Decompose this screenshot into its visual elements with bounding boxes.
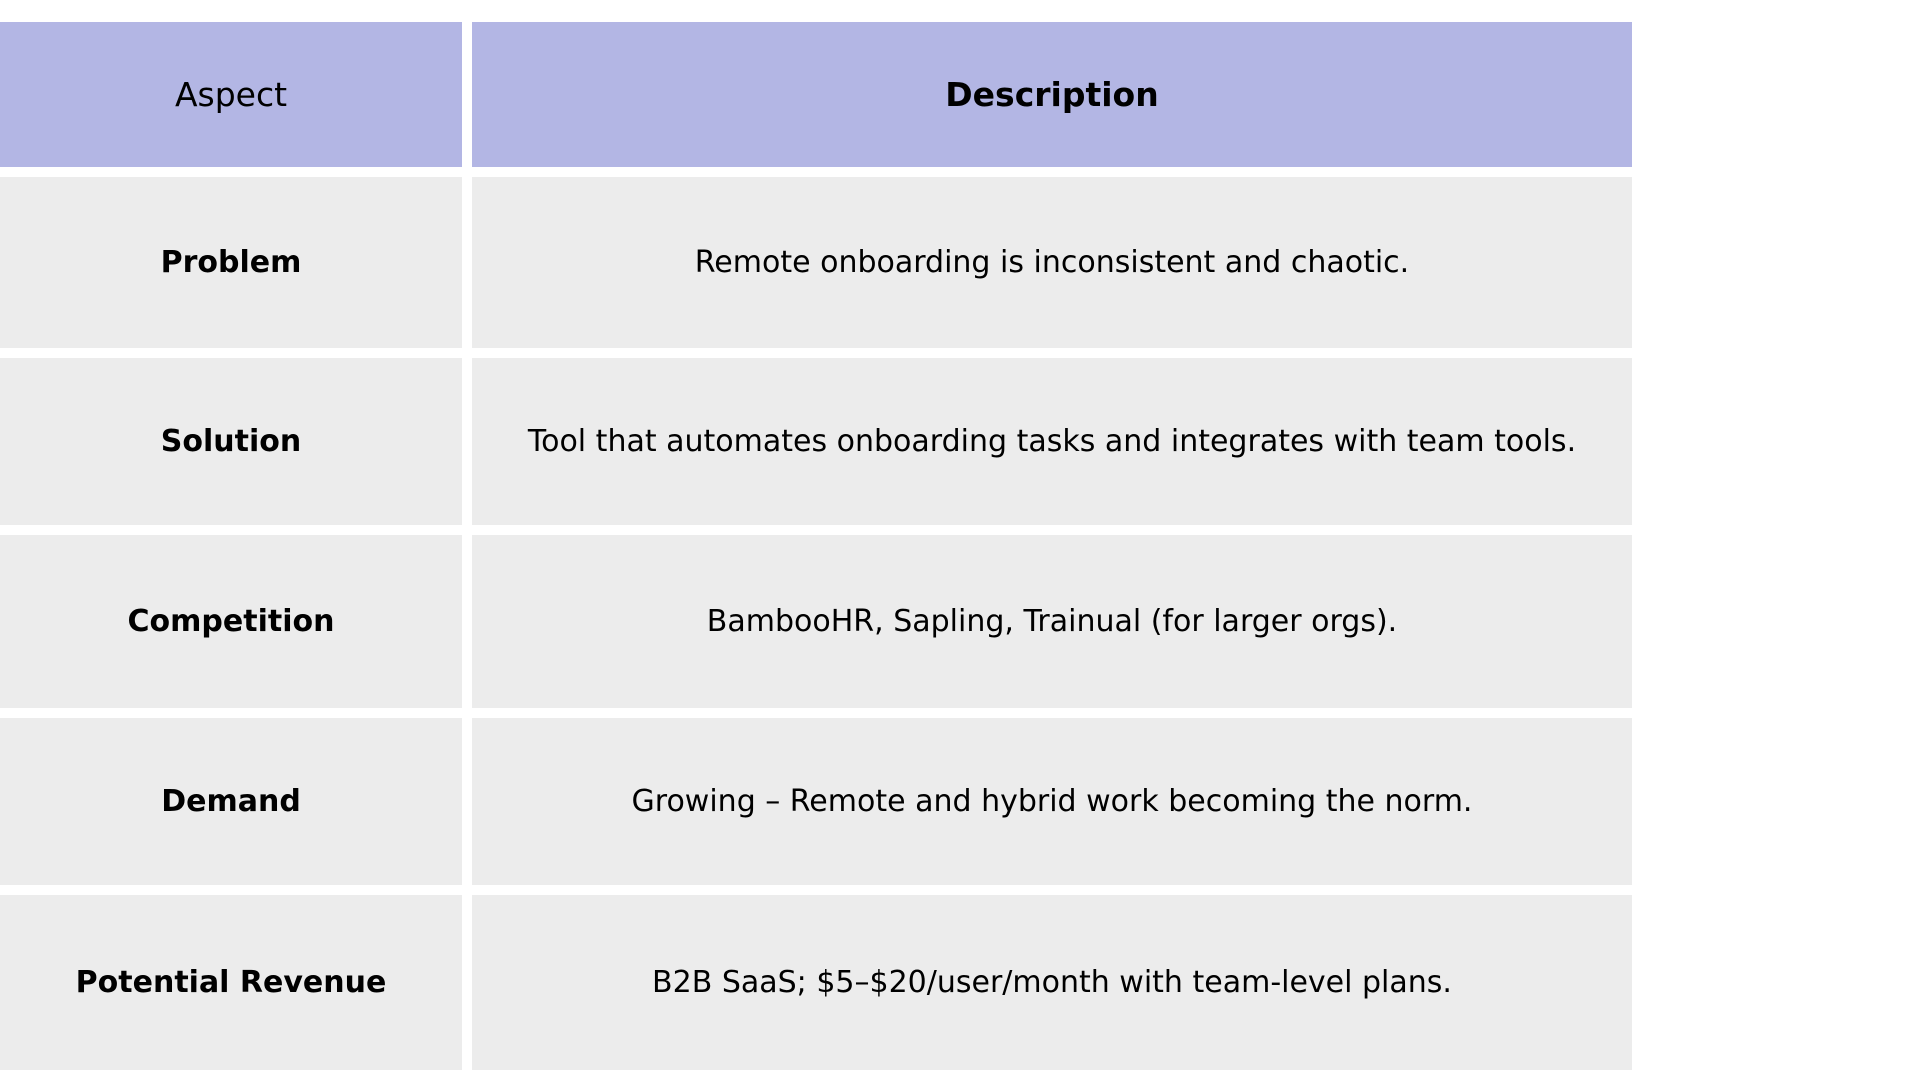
table-row <box>0 895 1632 1070</box>
table-row <box>0 358 1632 525</box>
row-description-competition: BambooHR, Sapling, Trainual (for larger orgs). <box>472 535 1632 708</box>
row-description-solution: Tool that automates onboarding tasks and integrates with team tools. <box>472 358 1632 525</box>
table-row <box>0 535 1632 708</box>
table-row <box>0 177 1632 348</box>
row-label-competition: Competition <box>0 535 462 708</box>
row-description-potential-revenue: B2B SaaS; $5–$20/user/month with team-level plans. <box>472 895 1632 1070</box>
row-label-problem: Problem <box>0 177 462 348</box>
row-label-solution: Solution <box>0 358 462 525</box>
row-description-problem: Remote onboarding is inconsistent and chaotic. <box>472 177 1632 348</box>
table-row <box>0 718 1632 885</box>
header-cell-description: Description <box>472 22 1632 167</box>
data-table <box>0 22 1632 1080</box>
row-description-demand: Growing – Remote and hybrid work becoming the norm. <box>472 718 1632 885</box>
header-cell-aspect: Aspect <box>0 22 462 167</box>
row-label-potential-revenue: Potential Revenue <box>0 895 462 1070</box>
table-header-row <box>0 22 1632 167</box>
row-label-demand: Demand <box>0 718 462 885</box>
